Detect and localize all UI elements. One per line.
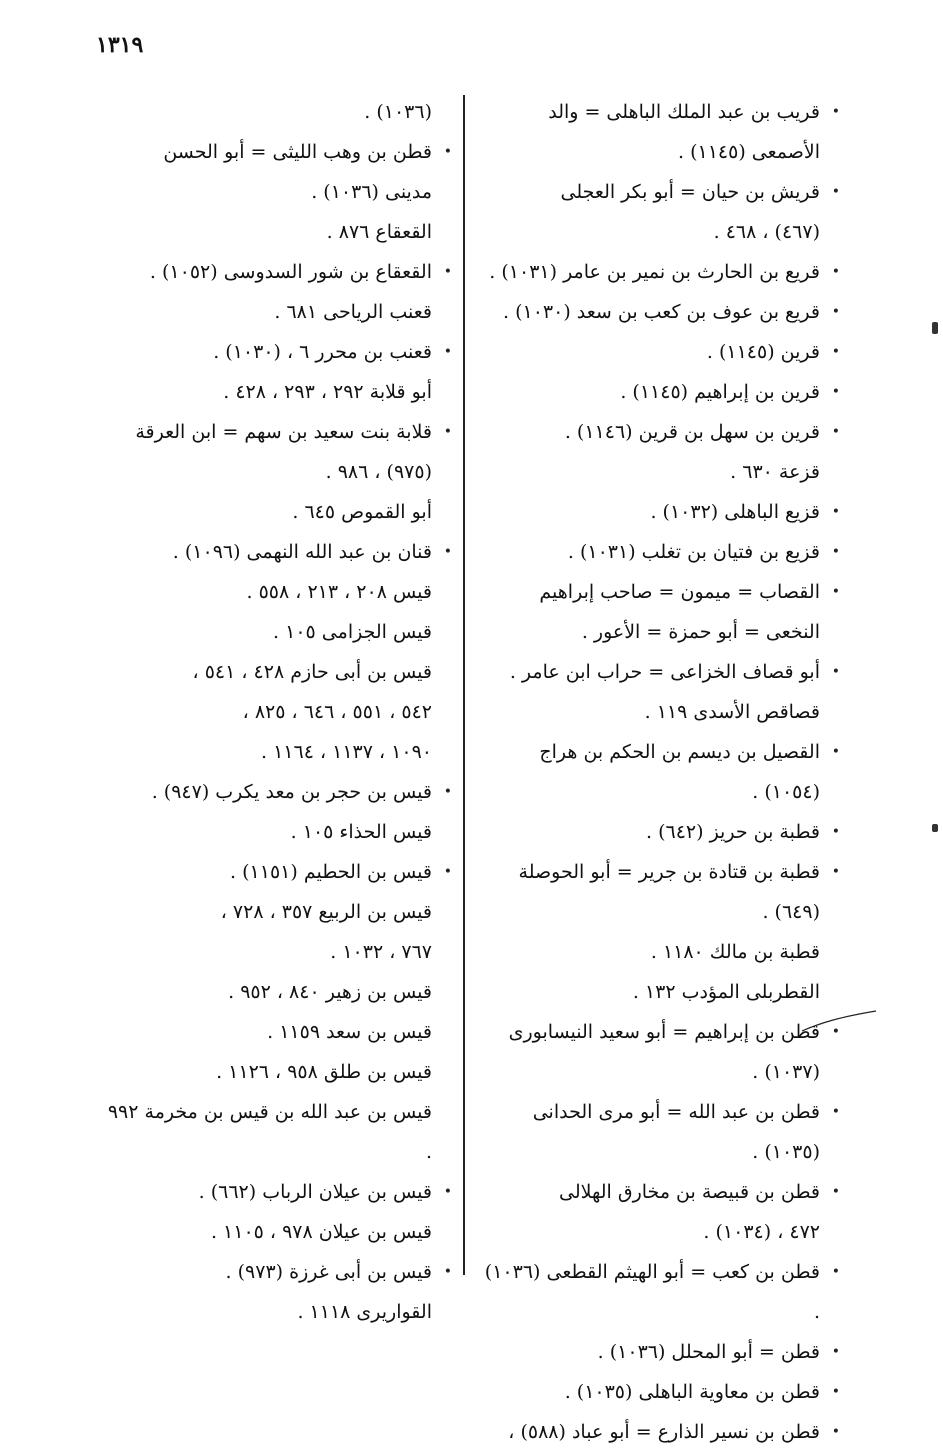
entry-text: قيس بن طلق ٩٥٨ ، ١١٢٦ . — [216, 1061, 432, 1083]
entry-text: قلابة بنت سعيد بن سهم = ابن العرقة — [135, 421, 432, 443]
left-column — [98, 92, 450, 1332]
index-entry — [98, 612, 450, 652]
index-entry — [98, 1172, 450, 1212]
index-entry — [478, 732, 838, 812]
index-entry — [478, 612, 838, 652]
index-entry — [478, 1052, 838, 1092]
bullet-icon: • — [831, 1184, 840, 1200]
column-divider — [463, 95, 465, 1275]
index-entry — [98, 972, 450, 1012]
bullet-icon: • — [831, 504, 840, 520]
entry-text: قعنب بن محرر ٦ ، (١٠٣٠) . — [213, 341, 432, 363]
entry-text: (١٠٣٦) . — [364, 101, 432, 123]
bullet-icon: • — [831, 1384, 840, 1400]
entry-text: ٤٧٢ ، (١٠٣٤) . — [703, 1221, 820, 1243]
entry-text: قطبة بن حريز (٦٤٢) . — [646, 821, 820, 843]
index-entry — [478, 412, 838, 452]
index-entry — [478, 652, 838, 692]
index-entry — [478, 372, 838, 412]
entry-text: قنان بن عبد الله النهمى (١٠٩٦) . — [172, 541, 432, 563]
bullet-icon: • — [831, 1424, 840, 1440]
index-entry — [98, 652, 450, 692]
entry-text: قريع بن عوف بن كعب بن سعد (١٠٣٠) . — [502, 301, 820, 323]
index-entry — [98, 852, 450, 892]
index-entry — [98, 812, 450, 852]
entry-text: قيس بن الحطيم (١١٥١) . — [230, 861, 432, 883]
index-entry — [98, 932, 450, 972]
entry-text: قيس بن عيلان ٩٧٨ ، ١١٠٥ . — [210, 1221, 432, 1243]
index-entry — [478, 572, 838, 612]
entry-text: قزعة ٦٣٠ . — [730, 461, 820, 483]
entry-text: الأصمعى (١١٤٥) . — [677, 141, 820, 163]
entry-text: قعنب الرياحى ٦٨١ . — [274, 301, 432, 323]
index-entry — [478, 812, 838, 852]
index-entry — [478, 452, 838, 492]
index-entry — [98, 532, 450, 572]
entry-text: (٤٦٧) ، ٤٦٨ . — [713, 221, 820, 243]
entry-text: القعقاع بن شور السدوسى (١٠٥٢) . — [149, 261, 432, 283]
entry-text: أبو قصاف الخزاعى = حراب ابن عامر . — [509, 661, 820, 683]
index-entry — [478, 852, 838, 932]
bullet-icon: • — [443, 264, 452, 280]
index-entry — [478, 1212, 838, 1252]
index-entry — [478, 932, 838, 972]
bullet-icon: • — [443, 1184, 452, 1200]
bullet-icon: • — [443, 344, 452, 360]
index-entry — [478, 1012, 838, 1052]
bullet-icon: • — [831, 424, 840, 440]
entry-text: النخعى = أبو حمزة = الأعور . — [581, 621, 820, 643]
index-entry — [478, 692, 838, 732]
bullet-icon: • — [831, 664, 840, 680]
index-entry — [98, 572, 450, 612]
bullet-icon: • — [443, 864, 452, 880]
index-entry — [478, 492, 838, 532]
index-entry — [98, 292, 450, 332]
entry-text: قطن بن معاوية الباهلى (١٠٣٥) . — [564, 1381, 820, 1403]
entry-text: قيس بن أبى غرزة (٩٧٣) . — [225, 1261, 432, 1283]
index-entry — [98, 172, 450, 212]
index-entry — [98, 1052, 450, 1092]
entry-text: قطن بن وهب الليثى = أبو الحسن — [163, 141, 432, 163]
index-entry — [478, 532, 838, 572]
index-entry — [478, 132, 838, 172]
entry-text: قطن بن كعب = أبو الهيثم القطعى (١٠٣٦) . — [484, 1261, 820, 1323]
index-entry — [98, 1012, 450, 1052]
bullet-icon: • — [831, 1344, 840, 1360]
bullet-icon: • — [831, 1264, 840, 1280]
index-entry — [478, 1092, 838, 1172]
index-entry — [98, 732, 450, 772]
index-entry — [98, 1252, 450, 1292]
entry-text: القصاب = ميمون = صاحب إبراهيم — [539, 581, 820, 603]
index-entry — [478, 1332, 838, 1372]
entry-text: قيس بن الربيع ٣٥٧ ، ٧٢٨ ، — [220, 901, 432, 923]
entry-text: قيس بن زهير ٨٤٠ ، ٩٥٢ . — [228, 981, 432, 1003]
bullet-icon: • — [831, 544, 840, 560]
bullet-icon: • — [443, 784, 452, 800]
index-entry — [98, 492, 450, 532]
index-entry — [478, 172, 838, 212]
margin-mark — [932, 322, 938, 334]
entry-text: قرين بن سهل بن قرين (١١٤٦) . — [564, 421, 820, 443]
entry-text: قيس بن عبد الله بن قيس بن مخرمة ٩٩٢ . — [107, 1101, 432, 1163]
entry-text: قطبة بن قتادة بن جرير = أبو الحوصلة (٦٤٩) . — [518, 861, 820, 923]
index-entry — [98, 692, 450, 732]
entry-text: ٧٦٧ ، ١٠٣٢ . — [330, 941, 432, 963]
entry-text: مدينى (١٠٣٦) . — [311, 181, 432, 203]
entry-text: قطن بن إبراهيم = أبو سعيد النيسابورى — [508, 1021, 820, 1043]
entry-text: ١٠٩٠ ، ١١٣٧ ، ١١٦٤ . — [260, 741, 432, 763]
entry-text: أبو القموص ٦٤٥ . — [292, 501, 432, 523]
index-entry — [478, 292, 838, 332]
index-entry — [478, 1412, 838, 1452]
entry-text: أبو قلابة ٢٩٢ ، ٢٩٣ ، ٤٢٨ . — [223, 381, 432, 403]
bullet-icon: • — [831, 184, 840, 200]
index-entry — [98, 452, 450, 492]
entry-text: القصيل بن ديسم بن الحكم بن هراج (١٠٥٤) . — [539, 741, 820, 803]
entry-text: القعقاع ٨٧٦ . — [326, 221, 432, 243]
pen-stroke — [800, 1005, 880, 1035]
entry-text: القطربلى المؤدب ١٣٢ . — [632, 981, 820, 1003]
index-entry — [98, 132, 450, 172]
index-entry — [478, 212, 838, 252]
entry-text: قصاقص الأسدى ١١٩ . — [644, 701, 820, 723]
bullet-icon: • — [443, 544, 452, 560]
entry-text: (٩٧٥) ، ٩٨٦ . — [325, 461, 432, 483]
bullet-icon: • — [443, 1264, 452, 1280]
margin-mark — [932, 824, 938, 832]
bullet-icon: • — [831, 104, 840, 120]
bullet-icon: • — [831, 1104, 840, 1120]
entry-text: قريش بن حيان = أبو بكر العجلى — [560, 181, 820, 203]
index-entry — [98, 1212, 450, 1252]
index-entry — [98, 1292, 450, 1332]
index-entry — [478, 1372, 838, 1412]
index-entry — [98, 372, 450, 412]
index-entry — [478, 252, 838, 292]
bullet-icon: • — [831, 304, 840, 320]
index-entry — [478, 332, 838, 372]
entry-text: قرين بن إبراهيم (١١٤٥) . — [620, 381, 820, 403]
index-entry — [98, 892, 450, 932]
entry-text: قيس بن أبى حازم ٤٢٨ ، ٥٤١ ، — [192, 661, 432, 683]
entry-text: قطبة بن مالك ١١٨٠ . — [650, 941, 820, 963]
entry-text: قزيع الباهلى (١٠٣٢) . — [650, 501, 820, 523]
bullet-icon: • — [831, 744, 840, 760]
index-entry — [98, 412, 450, 452]
index-entry — [478, 1172, 838, 1212]
entry-text: قزيع بن فتيان بن تغلب (١٠٣١) . — [567, 541, 820, 563]
entry-text: قيس ٢٠٨ ، ٢١٣ ، ٥٥٨ . — [246, 581, 432, 603]
bullet-icon: • — [443, 424, 452, 440]
entry-text: قطن بن نسير الذارع = أبو عباد (٥٨٨) ، — [508, 1421, 820, 1443]
index-entry — [98, 332, 450, 372]
bullet-icon: • — [831, 344, 840, 360]
entry-text: قطن بن قبيصة بن مخارق الهلالى — [559, 1181, 820, 1203]
entry-text: قيس بن سعد ١١٥٩ . — [267, 1021, 432, 1043]
index-entry — [98, 212, 450, 252]
entry-text: القواريرى ١١١٨ . — [297, 1301, 432, 1323]
bullet-icon: • — [831, 824, 840, 840]
entry-text: (١٠٣٧) . — [752, 1061, 820, 1083]
index-entry — [478, 972, 838, 1012]
entry-text: قيس الجزامى ١٠٥ . — [273, 621, 432, 643]
bullet-icon: • — [831, 864, 840, 880]
entry-text: قرين (١١٤٥) . — [706, 341, 820, 363]
index-entry — [98, 252, 450, 292]
bullet-icon: • — [831, 1024, 840, 1040]
entry-text: قريب بن عبد الملك الباهلى = والد — [548, 101, 820, 123]
right-column — [478, 92, 838, 1452]
index-entry — [98, 92, 450, 132]
entry-text: قيس بن حجر بن معد يكرب (٩٤٧) . — [151, 781, 432, 803]
entry-text: قطن = أبو المحلل (١٠٣٦) . — [597, 1341, 820, 1363]
entry-text: قيس بن عيلان الرباب (٦٦٢) . — [198, 1181, 432, 1203]
index-entry — [478, 92, 838, 132]
page-number: ١٣١٩ — [96, 32, 144, 58]
entry-text: ٥٤٢ ، ٥٥١ ، ٦٤٦ ، ٨٢٥ ، — [242, 701, 432, 723]
index-entry — [98, 772, 450, 812]
index-entry — [478, 1252, 838, 1332]
entry-text: قيس الحذاء ١٠٥ . — [290, 821, 432, 843]
bullet-icon: • — [831, 264, 840, 280]
entry-text: قطن بن عبد الله = أبو مرى الحدانى (١٠٣٥) . — [532, 1101, 820, 1163]
bullet-icon: • — [831, 584, 840, 600]
bullet-icon: • — [443, 144, 452, 160]
bullet-icon: • — [831, 384, 840, 400]
entry-text: قريع بن الحارث بن نمير بن عامر (١٠٣١) . — [489, 261, 820, 283]
index-entry — [98, 1092, 450, 1172]
